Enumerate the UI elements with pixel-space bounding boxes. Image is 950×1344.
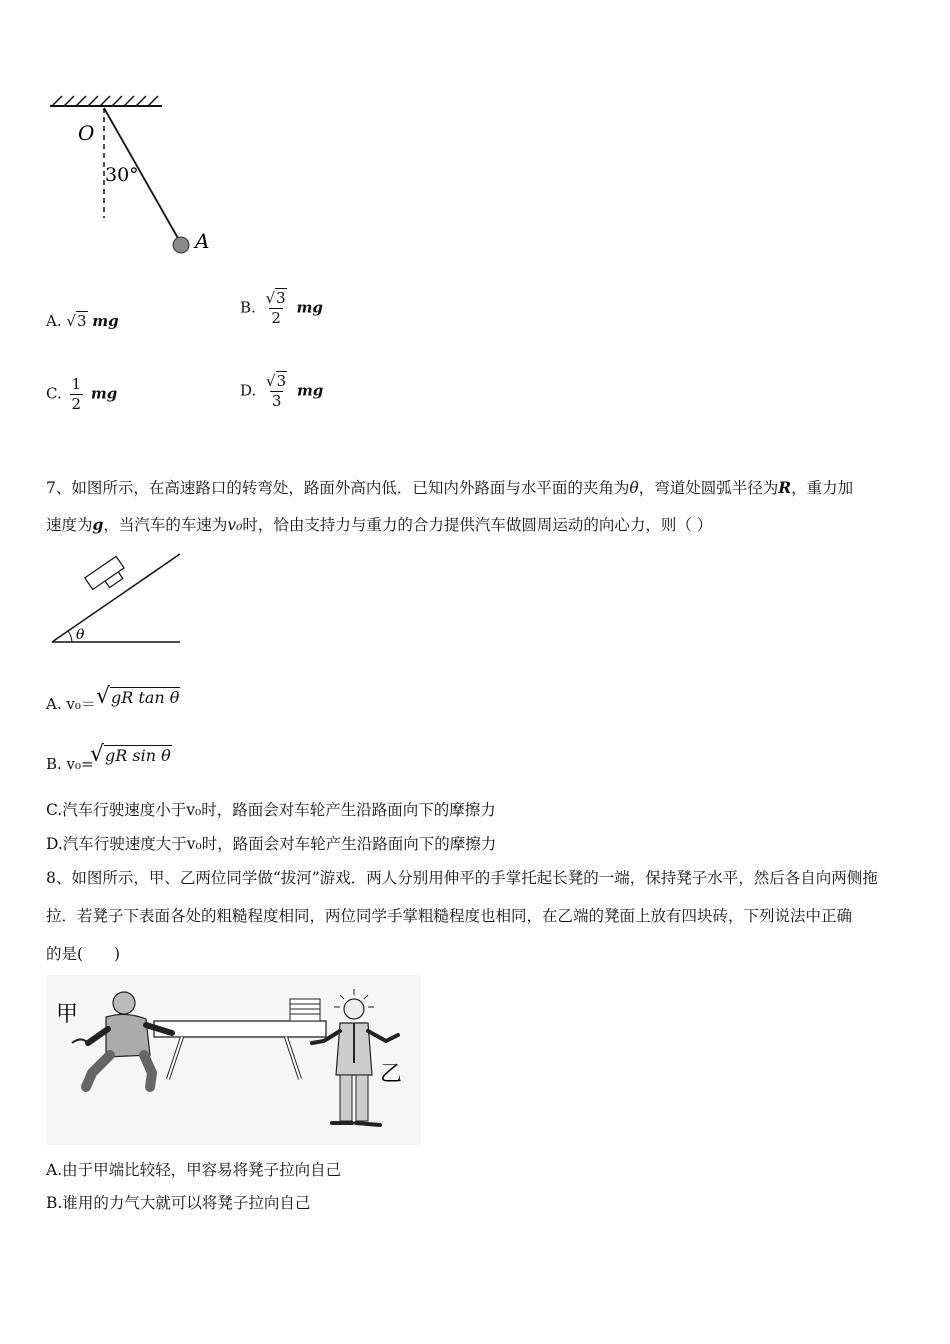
label-o: O <box>78 121 95 145</box>
q6-option-a[interactable]: A. √3 mg <box>46 312 119 330</box>
q8-line-2: 拉．若凳子下表面各处的粗糙程度相同，两位同学手掌粗糙程度也相同，在乙端的凳面上放有四块砖，下列说法中正确 <box>46 907 853 925</box>
fraction: $\frac{√3}{3}$ <box>266 372 287 410</box>
q7-option-c[interactable]: C.汽车行驶速度小于v₀时，路面会对车轮产生沿路面向下的摩擦力 <box>46 801 496 819</box>
pendulum-figure <box>40 90 220 270</box>
q8-line-3: 的是( ) <box>46 945 121 963</box>
fraction: $\frac{√3}{2}$ <box>265 289 286 327</box>
q6-option-b[interactable]: B. $\frac{√3}{2}$ mg <box>240 289 323 327</box>
q7-option-d[interactable]: D.汽车行驶速度大于v₀时，路面会对车轮产生沿路面向下的摩擦力 <box>46 835 497 853</box>
q7-option-b[interactable]: B. v₀= <box>46 755 94 773</box>
q7-option-b-formula: √gR sin θ <box>90 742 171 767</box>
label-a: A <box>195 229 210 253</box>
label-angle: 30° <box>105 164 139 186</box>
sqrt-radicand: 3 <box>76 312 87 330</box>
fraction: $\frac{1}{2}$ <box>71 375 82 413</box>
q7-line-1: 7、如图所示，在高速路口的转弯处，路面外高内低．已知内外路面与水平面的夹角为θ，弯道处圆弧半径为R，重力加 <box>46 478 854 497</box>
label-yi: 乙 <box>380 1062 403 1087</box>
q7-option-a[interactable]: A. v₀＝ <box>46 695 96 713</box>
label-jia: 甲 <box>56 1002 79 1027</box>
tug-of-war-figure <box>46 975 421 1145</box>
q7-line-2: 速度为g，当汽车的车速为v₀时，恰由支持力与重力的合力提供汽车做圆周运动的向心力，则（ ） <box>46 515 713 534</box>
q8-line-1: 8、如图所示，甲、乙两位同学做“拔河”游戏．两人分别用伸平的手掌托起长凳的一端，保持凳子水平，然后各自向两侧拖 <box>46 869 878 887</box>
q8-option-b[interactable]: B.谁用的力气大就可以将凳子拉向自己 <box>46 1194 311 1212</box>
q7-option-a-formula: √gR tan θ <box>96 684 180 709</box>
q8-option-a[interactable]: A.由于甲端比较轻，甲容易将凳子拉向自己 <box>46 1161 342 1179</box>
incline-theta: θ <box>76 627 85 643</box>
q6-option-d[interactable]: D. $\frac{√3}{3}$ mg <box>240 372 324 410</box>
q6-option-c[interactable]: C. $\frac{1}{2}$ mg <box>46 375 118 413</box>
incline-figure <box>46 550 186 650</box>
